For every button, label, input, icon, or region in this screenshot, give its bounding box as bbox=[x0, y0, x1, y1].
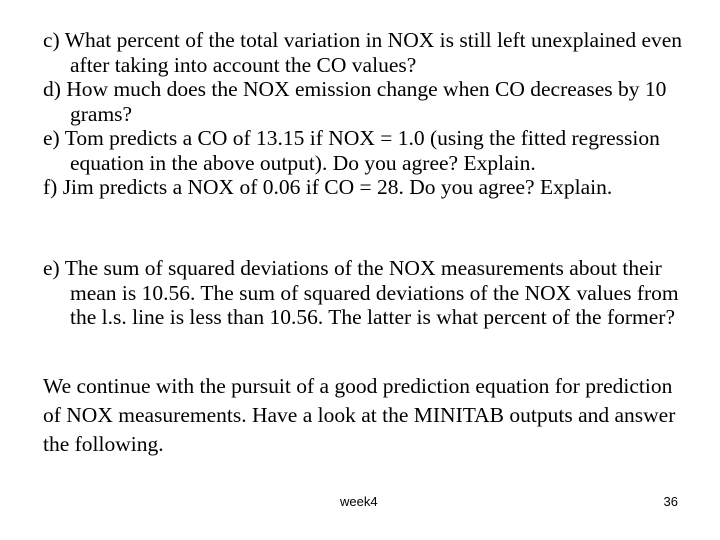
page-number: 36 bbox=[663, 494, 678, 509]
question-list bbox=[43, 28, 693, 200]
footer-label: week4 bbox=[340, 494, 378, 509]
question-d: d) How much does the NOX emission change when CO decreases by 10 grams? bbox=[43, 77, 667, 126]
question-e-sum-of-squares: e) The sum of squared deviations of the NOX measurements about their mean is 10.56. The sum of squared deviations of the NOX values from the l.s. line is less than 10.56. The latter is what percent of the former? bbox=[43, 256, 679, 329]
sum-of-squares-question bbox=[43, 256, 693, 330]
intro-paragraph bbox=[43, 372, 693, 459]
question-e: e) Tom predicts a CO of 13.15 if NOX = 1.0 (using the fitted regression equation in the above output). Do you agree? Explain. bbox=[43, 126, 660, 175]
intro-text: We continue with the pursuit of a good prediction equation for prediction of NOX measurements. Have a look at the MINITAB outputs and answer the following. bbox=[43, 374, 676, 456]
question-f: f) Jim predicts a NOX of 0.06 if CO = 28. Do you agree? Explain. bbox=[43, 175, 613, 199]
question-c: c) What percent of the total variation in NOX is still left unexplained even after taking into account the CO values? bbox=[43, 28, 683, 77]
